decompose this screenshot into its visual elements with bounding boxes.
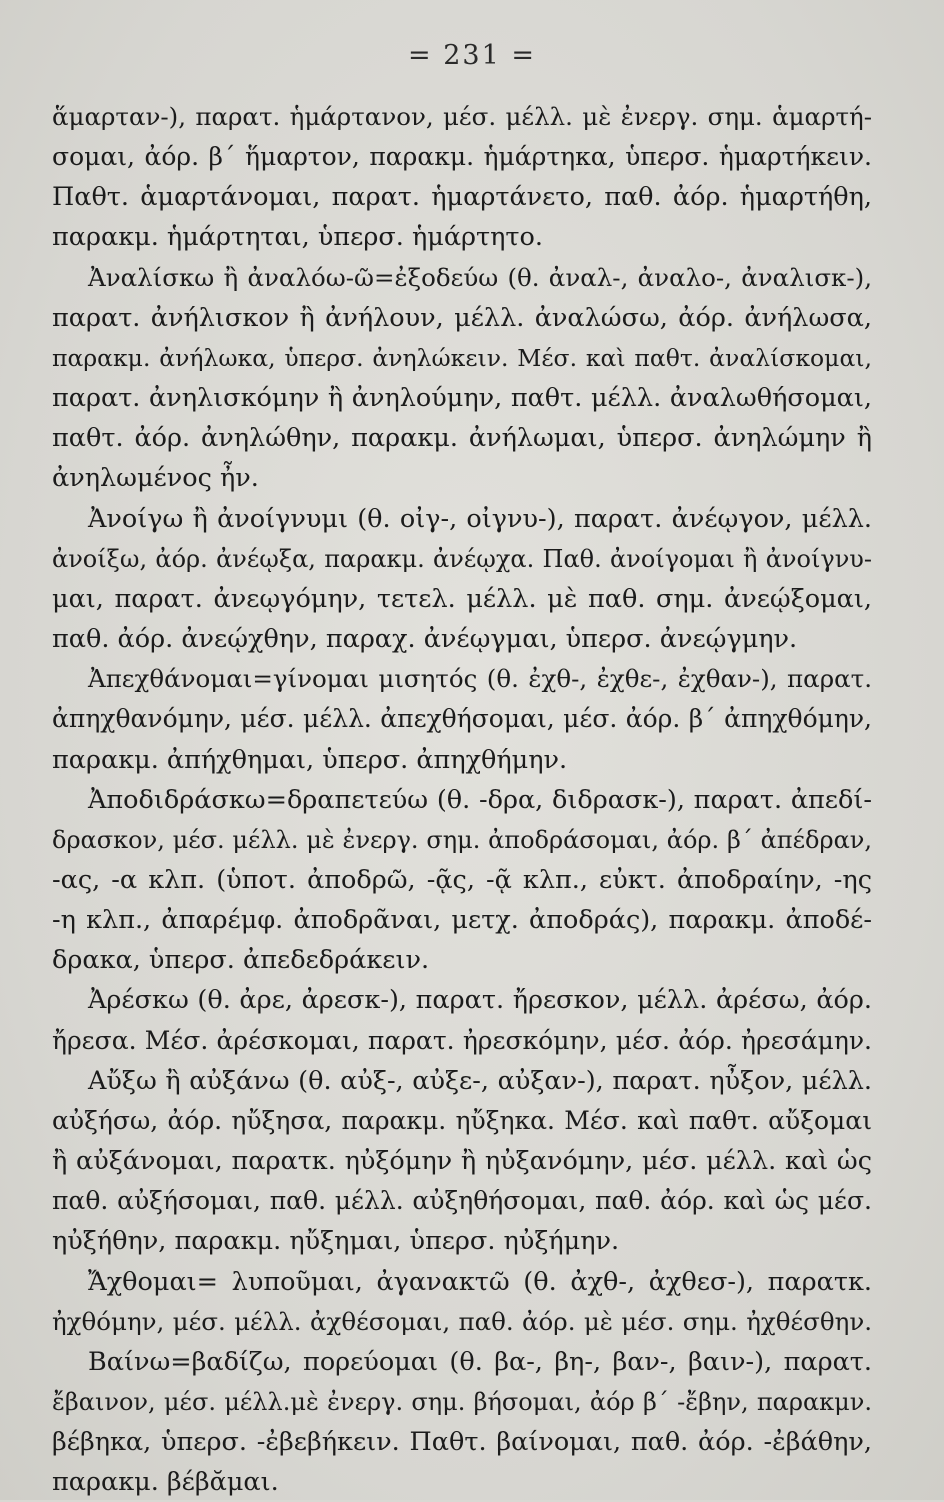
text-line: παρατ. ἀνηλισκόμην ἢ ἀνηλούμην, παθτ. μέλλ. ἀναλωθήσομαι, xyxy=(52,383,872,414)
text-line: παθ. ἀόρ. ἀνεῴχθην, παραχ. ἀνέῳγμαι, ὑπερσ. ἀνεῴγμην. xyxy=(52,624,798,655)
text-line: Ἀποδιδράσκω=δραπετεύω (θ. -δρα, διδρασκ-), παρατ. ἀπεδί- xyxy=(88,784,872,815)
text-line: παρακμ. ἡμάρτηται, ὑπερσ. ἡμάρτητο. xyxy=(52,222,543,253)
text-line: παθτ. ἀόρ. ἀνηλώθην, παρακμ. ἀνήλωμαι, ὑπερσ. ἀνηλώμην ἢ xyxy=(52,423,872,454)
text-line: παρακμ. ἀνήλωκα, ὑπερσ. ἀνηλώκειν. Μέσ. καὶ παθτ. ἀναλίσκομαι, xyxy=(52,343,872,372)
text-line: ηὐξήθην, παρακμ. ηὔξημαι, ὑπερσ. ηὐξήμην. xyxy=(52,1226,620,1257)
text-line: ἅμαρταν-), παρατ. ἡμάρτανον, μέσ. μέλλ. μὲ ἐνεργ. σημ. ἁμαρτή- xyxy=(52,102,872,131)
text-line: παθ. αὐξήσομαι, παθ. μέλλ. αὐξηθήσομαι, παθ. ἀόρ. καὶ ὡς μέσ. xyxy=(52,1186,872,1216)
text-line: Ἀπεχθάνομαι=γίνομαι μισητός (θ. ἐχθ-, ἐχθε-, ἐχθαν-), παρατ. xyxy=(88,664,872,694)
text-line: Ἀρέσκω (θ. ἀρε, ἀρεσκ-), παρατ. ἤρεσκον, μέλλ. ἀρέσω, ἀόρ. xyxy=(88,985,872,1016)
text-line: παρατ. ἀνήλισκον ἢ ἀνήλουν, μέλλ. ἀναλώσω, ἀόρ. ἀνήλωσα, xyxy=(52,302,872,333)
text-line: δρασκον, μέσ. μέλλ. μὲ ἐνεργ. σημ. ἀποδράσομαι, ἀόρ. β΄ ἀπέδραν, xyxy=(52,825,872,854)
text-line: δρακα, ὑπερσ. ἀπεδεδράκειν. xyxy=(52,945,430,976)
text-line: Βαίνω=βαδίζω, πορεύομαι (θ. βα-, βη-, βαν-, βαιν-), παρατ. xyxy=(88,1346,872,1377)
text-line: Ἄχθομαι= λυποῦμαι, ἀγανακτῶ (θ. ἀχθ-, ἀχθεσ-), παρατκ. xyxy=(88,1266,872,1297)
text-line: Ἀναλίσκω ἢ ἀναλόω-ῶ=ἐξοδεύω (θ. ἀναλ-, ἀναλο-, ἀναλισκ-), xyxy=(88,262,872,292)
text-line: ἀνηλωμένος ἦν. xyxy=(52,463,259,494)
text-line: Ἀνοίγω ἢ ἀνοίγνυμι (θ. οἰγ-, οἰγνυ-), παρατ. ἀνέῳγον, μέλλ. xyxy=(88,503,872,534)
text-line: παρακμ. βέβᾰμαι. xyxy=(52,1467,279,1498)
text-line: -η κλπ., ἀπαρέμφ. ἀποδρᾶναι, μετχ. ἀποδράς), παρακμ. ἀποδέ- xyxy=(52,905,872,936)
text-line: Αὔξω ἢ αὐξάνω (θ. αὐξ-, αὐξε-, αὐξαν-), παρατ. ηὖξον, μέλλ. xyxy=(88,1065,872,1096)
text-line: ἔβαινον, μέσ. μέλλ.μὲ ἐνεργ. σημ. βήσομαι, ἀόρ β΄ -ἔβην, παρακμν. xyxy=(52,1388,872,1416)
text-line: ἀνοίξω, ἀόρ. ἀνέῳξα, παρακμ. ἀνέῳχα. Παθ. ἀνοίγομαι ἢ ἀνοίγνυ- xyxy=(52,544,872,573)
text-line: Παθτ. ἁμαρτάνομαι, παρατ. ἡμαρτάνετο, παθ. ἀόρ. ἡμαρτήθη, xyxy=(52,182,872,213)
text-line: ἤρεσα. Μέσ. ἀρέσκομαι, παρατ. ἠρεσκόμην, μέσ. ἀόρ. ἠρεσάμην. xyxy=(52,1025,872,1055)
page-text-block xyxy=(52,97,872,1502)
text-line: παρακμ. ἀπήχθημαι, ὑπερσ. ἀπηχθήμην. xyxy=(52,744,568,775)
text-line: σομαι, ἀόρ. β΄ ἥμαρτον, παρακμ. ἡμάρτηκα, ὑπερσ. ἡμαρτήκειν. xyxy=(52,142,872,172)
text-line: ἀπηχθανόμην, μέσ. μέλλ. ἀπεχθήσομαι, μέσ. ἀόρ. β΄ ἀπηχθόμην, xyxy=(52,704,872,734)
text-line: αὐξήσω, ἀόρ. ηὔξησα, παρακμ. ηὔξηκα. Μέσ. καὶ παθτ. αὔξομαι xyxy=(52,1105,872,1135)
text-line: -ας, -α κλπ. (ὑποτ. ἀποδρῶ, -ᾷς, -ᾷ κλπ., εὐκτ. ἀποδραίην, -ης xyxy=(52,864,872,895)
page-number: = 231 = xyxy=(408,40,536,71)
text-line: μαι, παρατ. ἀνεῳγόμην, τετελ. μέλλ. μὲ παθ. σημ. ἀνεῴξομαι, xyxy=(52,583,872,614)
text-line: βέβηκα, ὑπερσ. -ἐβεβήκειν. Παθτ. βαίνομαι, παθ. ἀόρ. -ἐβάθην, xyxy=(52,1427,872,1458)
text-line: ἠχθόμην, μέσ. μέλλ. ἀχθέσομαι, παθ. ἀόρ. μὲ μέσ. σημ. ἠχθέσθην. xyxy=(52,1306,872,1336)
text-line: ἢ αὐξάνομαι, παρατκ. ηὐξόμην ἢ ηὐξανόμην, μέσ. μέλλ. καὶ ὡς xyxy=(52,1146,872,1177)
